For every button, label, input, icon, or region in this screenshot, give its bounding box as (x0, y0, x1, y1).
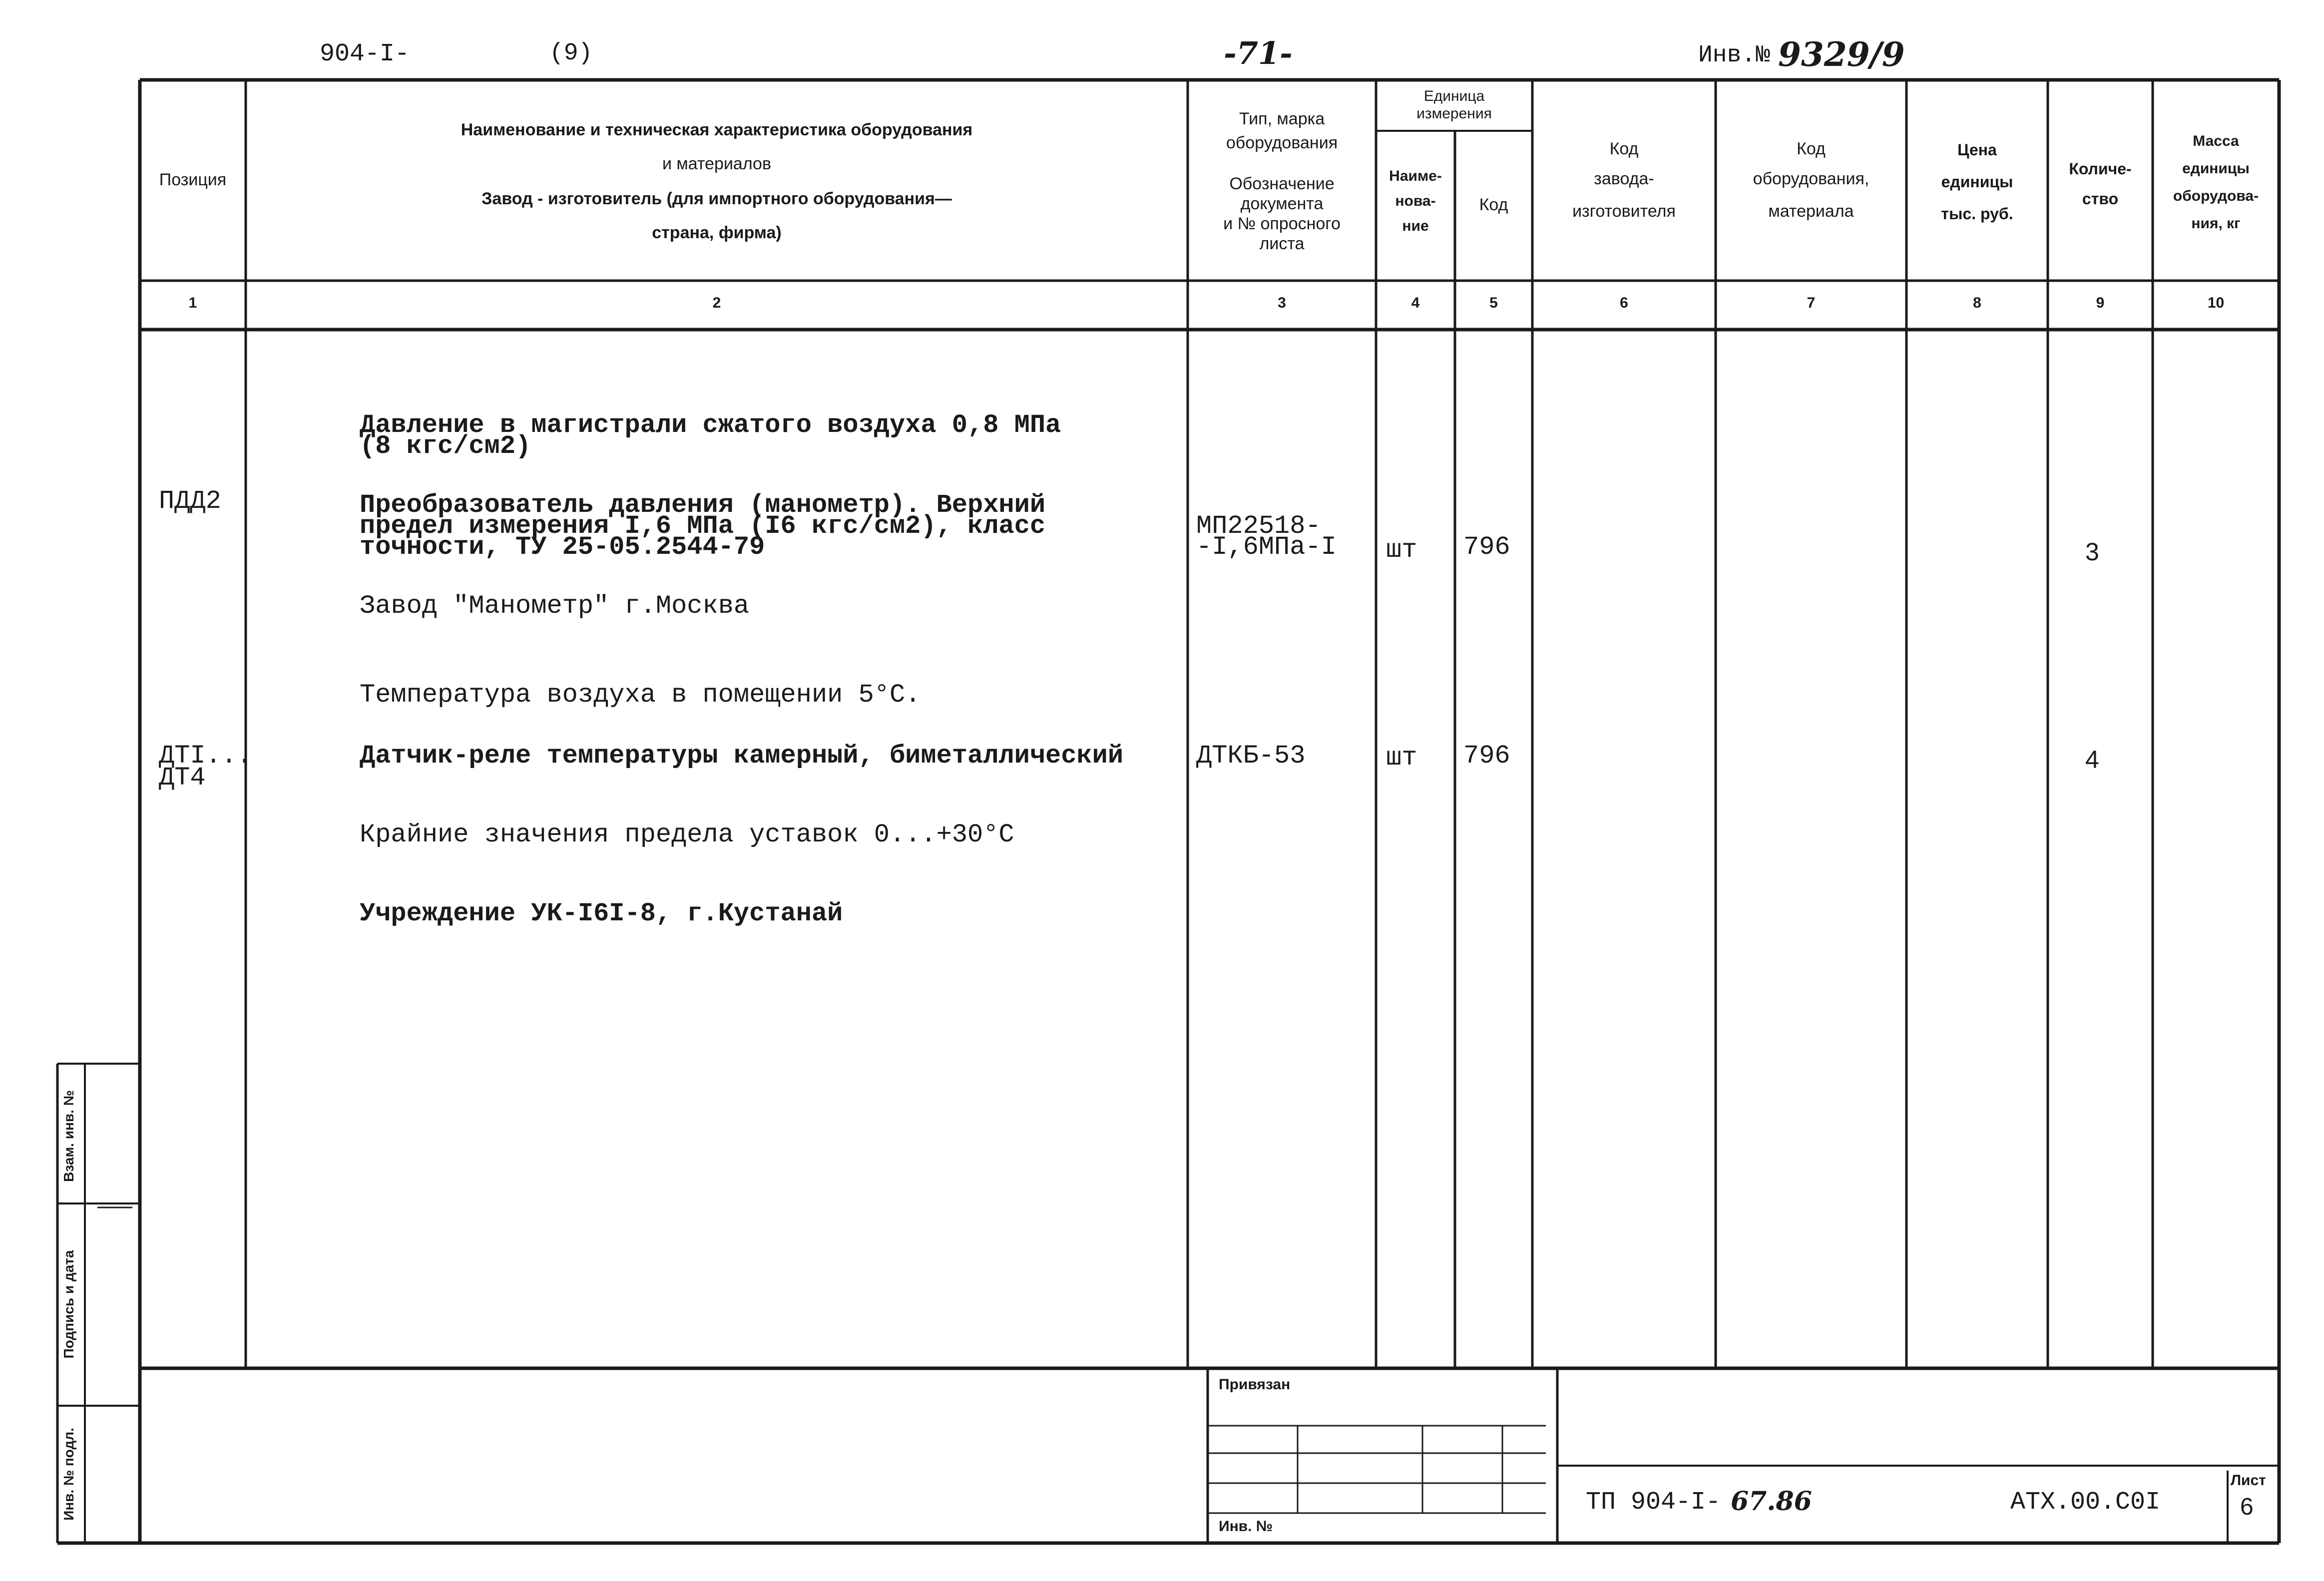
doc-series: 904-I- (320, 40, 410, 68)
column-number: 9 (2096, 295, 2105, 311)
item1-name-line2: предел измерения I,6 МПа (I6 кгс/см2), класс (360, 511, 1046, 541)
header-type-line5: и № опросного (1223, 214, 1341, 233)
item2-setpoint-range: Крайние значения предела уставок 0...+30°С (360, 820, 1014, 849)
header-type-line6: листа (1259, 234, 1305, 253)
header-type-line1: Тип, марка (1239, 109, 1325, 128)
item1-name-line1: Преобразователь давления (манометр). Верхний (360, 490, 1046, 520)
item1-manufacturer: Завод "Манометр" г.Москва (360, 591, 750, 621)
item1-unit: шт (1386, 535, 1417, 565)
item2-name: Датчик-реле температуры камерный, биметаллический (360, 741, 1124, 771)
header-mass-line3: оборудова- (2173, 188, 2259, 204)
header-factory-code-line2: завода- (1594, 169, 1654, 188)
header-name-line3: Завод - изготовитель (для импортного оборудования— (481, 189, 952, 208)
pressure-condition-line2: (8 кгс/см2) (360, 431, 531, 461)
doc-code-prefix: ТП 904-I- (1586, 1488, 1721, 1517)
header-price-line1: Цена (1957, 141, 1997, 159)
header-equipment-code-line3: материала (1768, 202, 1854, 221)
header-unit-group-line2: измерения (1416, 105, 1492, 122)
header-type-line3: Обозначение (1229, 174, 1335, 193)
doc-code-handwritten: 67.86 (1731, 1486, 1812, 1517)
item1-type-line1: МП22518- (1196, 511, 1321, 541)
item1-quantity: 3 (2085, 538, 2099, 566)
header-quantity-line2: ство (2082, 190, 2119, 208)
item1-name-line3: точности, ТУ 25-05.2544-79 (360, 532, 765, 562)
inventory-number: 9329/9 (1778, 35, 1905, 74)
header-name-line4: страна, фирма) (652, 223, 782, 242)
item2-type: ДТКБ-53 (1196, 741, 1306, 771)
header-factory-code-line3: изготовителя (1572, 202, 1676, 221)
inventory-label: Инв.№ (1698, 42, 1771, 69)
header-type-line4: документа (1240, 194, 1324, 213)
pressure-condition-line1: Давление в магистрали сжатого воздуха 0,8 МПа (360, 410, 1061, 440)
doc-series-bracket: (9) (549, 40, 593, 67)
header-unit-group-line1: Единица (1423, 88, 1485, 104)
header-name-line1: Наименование и техническая характеристика оборудования (461, 120, 973, 139)
header-mass-line4: ния, кг (2191, 215, 2241, 232)
header-type-line2: оборудования (1226, 133, 1338, 152)
column-number: 3 (1278, 295, 1286, 311)
header-equipment-code-line2: оборудования, (1753, 169, 1869, 188)
sheet-number: 6 (2240, 1494, 2254, 1520)
column-number: 7 (1807, 295, 1816, 311)
page-number: -71- (1224, 35, 1293, 71)
column-number: 5 (1489, 295, 1498, 311)
item2-position-line2: ДТ4 (159, 763, 206, 792)
item1-position: ПДД2 (159, 486, 221, 516)
header-price-line3: тыс. руб. (1941, 205, 2013, 223)
item2-unit-code: 796 (1463, 741, 1510, 771)
side-original-inventory-label: Инв. № подл. (61, 1428, 76, 1521)
column-number: 4 (1411, 295, 1420, 311)
header-equipment-code-line1: Код (1797, 139, 1826, 158)
temperature-condition: Температура воздуха в помещении 5°С. (360, 680, 921, 710)
sheet-code: АТХ.00.С0I (2010, 1488, 2161, 1517)
item1-unit-code: 796 (1463, 532, 1510, 562)
item2-position-line1: ДТI... (159, 741, 253, 771)
column-number: 8 (1973, 295, 1981, 311)
header-quantity-line1: Количе- (2069, 160, 2132, 178)
column-number: 10 (2207, 295, 2225, 311)
item2-unit: шт (1386, 743, 1417, 773)
header-factory-code-line1: Код (1609, 139, 1639, 158)
sheet-label: Лист (2231, 1472, 2266, 1489)
header-name-line2: и материалов (662, 154, 772, 173)
item1-type-line2: -I,6МПа-I (1196, 532, 1337, 562)
item2-manufacturer: Учреждение УК-I6I-8, г.Кустанай (360, 899, 843, 928)
stamp-linked-label: Привязан (1219, 1376, 1291, 1393)
side-replaced-inventory-label: Взам. инв. № (61, 1090, 76, 1182)
header-mass-line1: Масса (2193, 133, 2239, 149)
header-unit-code: Код (1479, 195, 1508, 214)
column-number: 1 (188, 295, 197, 311)
header-unit-name-line2: нова- (1395, 193, 1436, 209)
column-number: 6 (1620, 295, 1628, 311)
header-unit-name-line1: Наиме- (1389, 168, 1442, 184)
stamp-inventory-label: Инв. № (1219, 1518, 1273, 1535)
header-unit-name-line3: ние (1402, 218, 1429, 234)
header-position: Позиция (159, 170, 227, 189)
header-mass-line2: единицы (2182, 160, 2250, 177)
item2-quantity: 4 (2085, 746, 2099, 774)
side-signature-date-label: Подпись и дата (61, 1250, 76, 1359)
column-number: 2 (712, 295, 721, 311)
header-price-line2: единицы (1941, 173, 2013, 191)
